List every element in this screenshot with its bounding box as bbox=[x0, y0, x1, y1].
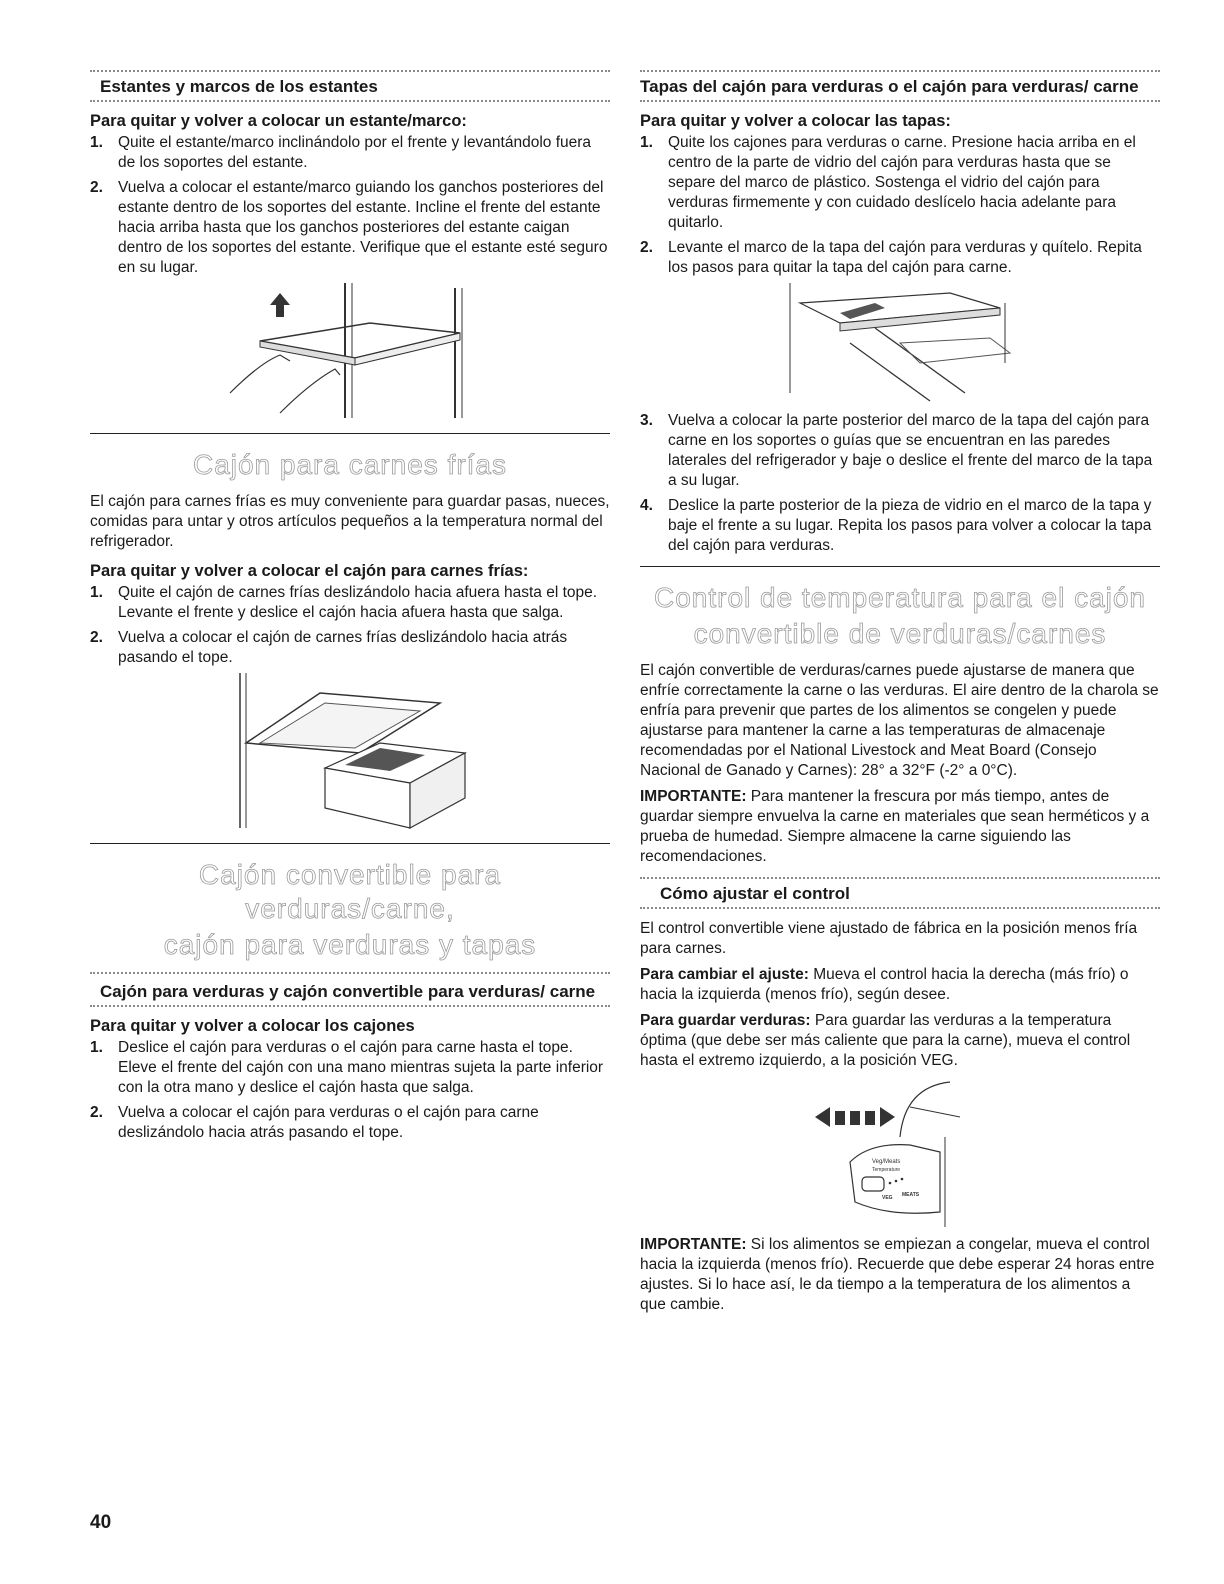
list-item: 2. Vuelva a colocar el cajón de carnes frías deslizándolo hacia atrás pasando el tope. bbox=[90, 629, 568, 666]
shelves-subtitle: Para quitar y volver a colocar un estante/marco: bbox=[90, 112, 467, 130]
crisper-cover-illustration bbox=[780, 283, 1020, 403]
svg-text:Temperature: Temperature bbox=[872, 1167, 901, 1173]
section-rule bbox=[90, 100, 610, 102]
page-number: 40 bbox=[90, 1512, 112, 1533]
list-item: 2. Vuelva a colocar el cajón para verduras o el cajón para carne deslizándolo hacia atrás pasando el tope. bbox=[90, 1104, 539, 1141]
temp-heading-line1: Control de temperatura para el cajón bbox=[653, 582, 1147, 613]
section-rule bbox=[640, 907, 1160, 909]
left-arrow-icon bbox=[815, 1107, 830, 1127]
temp-intro: El cajón convertible de verduras/carnes puede ajustarse de manera que enfríe correctamente la carne o las verduras. El aire dentro de la charola se enfría para prevenir que partes de los alimentos se congelen y puede ajustarse para mantener la carne a las temperaturas de almacenaje recomendadas por el National Livestock and Meat Board (Consejo Nacional de Ganado y Carnes): 28° a 32°F (-2° a 0°C). bbox=[640, 662, 1159, 779]
deli-heading: Cajón para carnes frías bbox=[192, 449, 508, 480]
crisper-heading-line2: cajón para verduras y tapas bbox=[163, 929, 537, 960]
list-item: 1. Quite el estante/marco inclinándolo por el frente y levantándolo fuera de los soportes del estante. bbox=[90, 134, 592, 171]
section-rule bbox=[90, 972, 610, 974]
crisper-title: Cajón para verduras y cajón convertible para verduras/ carne bbox=[100, 982, 596, 1001]
section-rule bbox=[640, 100, 1160, 102]
right-arrow-icon bbox=[880, 1107, 895, 1127]
control-dial-illustration bbox=[810, 1077, 990, 1227]
list-item: 2. Levante el marco de la tapa del cajón para verduras y quítelo. Repita los pasos para quitar la tapa del cajón para carne. bbox=[640, 239, 1142, 276]
temperature-slider[interactable] bbox=[862, 1177, 884, 1191]
left-column bbox=[90, 70, 610, 1148]
section-rule bbox=[640, 877, 1160, 879]
crisper-heading-line1: Cajón convertible para verduras/carne, bbox=[198, 859, 502, 924]
control-change: Para cambiar el ajuste: Mueva el control hacia la derecha (más frío) o hacia la izquierda (menos frío), según desee. bbox=[640, 966, 1129, 1003]
deli-subtitle: Para quitar y volver a colocar el cajón para carnes frías: bbox=[90, 562, 529, 580]
list-item: 2. Vuelva a colocar el estante/marco guiando los ganchos posteriores del estante dentro de los soportes del estante. Incline el frente del estante hacia arriba hasta que los ganchos posteriores del estante caigan dentro de los soportes del estante. Verifique que el estante esté seguro en su lugar. bbox=[90, 179, 608, 276]
temp-important: IMPORTANTE: Para mantener la frescura por más tiempo, antes de guardar siempre envuelva la carne en materiales que sean herméticos y a prueba de humedad. Siempre almacene la carne siguiendo las recomendaciones. bbox=[640, 788, 1150, 865]
temp-heading-line2: convertible de verduras/carnes bbox=[693, 618, 1107, 649]
shelf-illustration bbox=[220, 283, 480, 423]
svg-text:Veg/Meats: Veg/Meats bbox=[872, 1159, 901, 1165]
crisper-subtitle: Para quitar y volver a colocar los cajones bbox=[90, 1017, 415, 1035]
section-rule bbox=[90, 70, 610, 72]
control-intro: El control convertible viene ajustado de fábrica en la posición menos fría para carnes. bbox=[640, 920, 1138, 957]
covers-title: Tapas del cajón para verduras o el cajón para verduras/ carne bbox=[640, 77, 1139, 96]
control-title: Cómo ajustar el control bbox=[660, 884, 850, 903]
crisper-steps bbox=[90, 1038, 610, 1143]
svg-text:VEG: VEG bbox=[882, 1195, 893, 1201]
shelves-steps bbox=[90, 133, 610, 278]
shelves-title: Estantes y marcos de los estantes bbox=[100, 77, 378, 96]
section-rule bbox=[640, 70, 1160, 72]
list-item: 1. Quite el cajón de carnes frías deslizándolo hacia afuera hasta el tope. Levante el frente y deslice el cajón hacia afuera hasta que salga. bbox=[90, 584, 598, 621]
control-veg: Para guardar verduras: Para guardar las verduras a la temperatura óptima (que debe ser más caliente que para la carne), mueva el control hasta el extremo izquierdo, a la posición VEG. bbox=[640, 1012, 1131, 1069]
list-item: 3. Vuelva a colocar la parte posterior del marco de la tapa del cajón para carne en los soportes o guías que se encuentran en las paredes laterales del refrigerador y baje o deslice el frente del marco de la tapa a su lugar. bbox=[640, 412, 1153, 489]
list-item: 1. Quite los cajones para verduras o carne. Presione hacia arriba en el centro de la parte de vidrio del cajón para verduras hasta que se separe del marco de plástico. Sostenga el vidrio del cajón para verduras firmemente y con cuidado deslícelo hacia adelante para quitarlo. bbox=[640, 134, 1136, 231]
deli-drawer-illustration bbox=[230, 673, 470, 833]
covers-steps-b bbox=[640, 411, 1160, 556]
section-rule bbox=[90, 1005, 610, 1007]
right-column bbox=[640, 70, 1160, 1321]
section-divider bbox=[640, 566, 1160, 567]
section-divider bbox=[90, 843, 610, 844]
svg-text:MEATS: MEATS bbox=[902, 1192, 920, 1198]
covers-steps-a bbox=[640, 133, 1160, 278]
deli-intro: El cajón para carnes frías es muy conveniente para guardar pasas, nueces, comidas para untar y otros artículos pequeños a la temperatura normal del refrigerador. bbox=[90, 493, 610, 550]
control-important: IMPORTANTE: Si los alimentos se empiezan a congelar, mueva el control hacia la izquierda (menos frío). Recuerde que debe esperar 24 horas entre ajustes. Si lo hace así, le da tiempo a la temperatura de los alimentos a que cambie. bbox=[640, 1236, 1155, 1313]
list-item: 1. Deslice el cajón para verduras o el cajón para carne hasta el tope. Eleve el frente del cajón con una mano mientras sujeta la parte inferior con la otra mano y deslice el cajón hasta que salga. bbox=[90, 1039, 604, 1096]
deli-steps bbox=[90, 583, 610, 668]
list-item: 4. Deslice la parte posterior de la pieza de vidrio en el marco de la tapa y baje el frente a su lugar. Repita los pasos para volver a colocar la tapa del cajón para verduras. bbox=[640, 497, 1152, 554]
section-divider bbox=[90, 433, 610, 434]
covers-subtitle: Para quitar y volver a colocar las tapas: bbox=[640, 112, 951, 130]
